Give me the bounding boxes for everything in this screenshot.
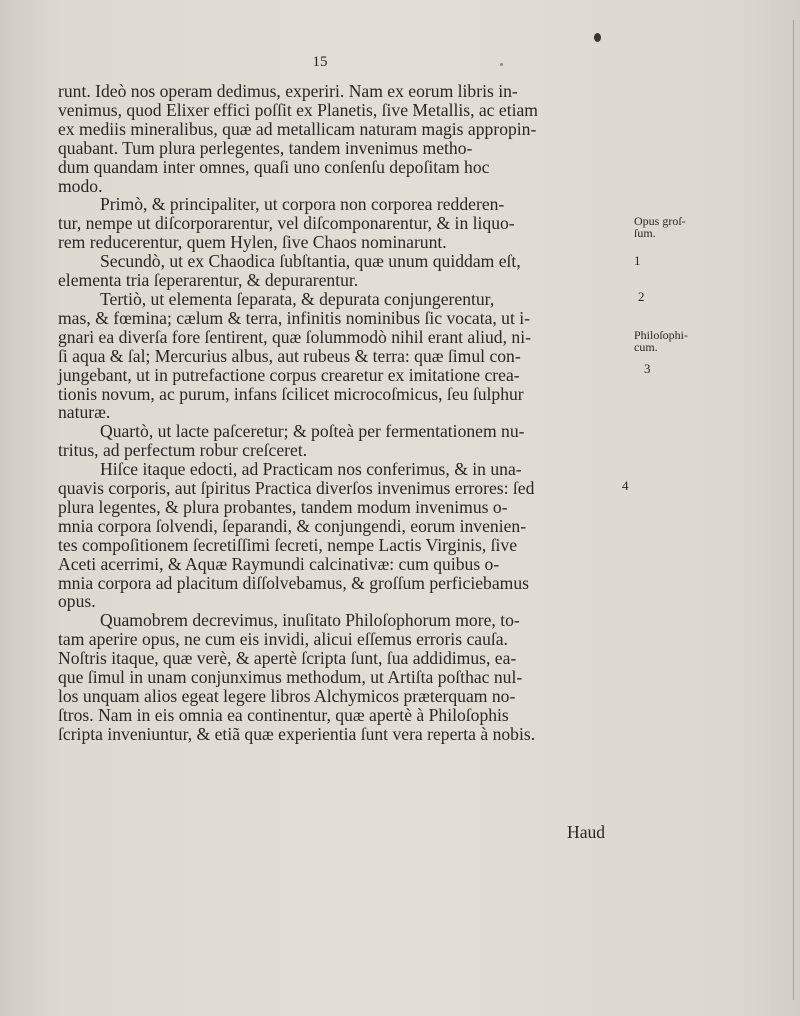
ink-speck xyxy=(500,63,503,66)
paragraph xyxy=(58,195,628,252)
text-line: plura legentes, & plura probantes, tandem modum invenimus o- xyxy=(58,496,508,517)
text-line: quabant. Tum plura perlegentes, tandem invenimus metho- xyxy=(58,137,473,158)
margin-note-opus-grossum: Opus groſ- ſum. xyxy=(634,214,686,240)
ink-speck xyxy=(594,33,601,42)
text-line: dum quandam inter omnes, quaſi uno conſenſu depoſitam hoc xyxy=(58,156,490,177)
text-line: gnari ea diverſa fore ſentirent, quæ ſolummodò nihil erant aliud, ni- xyxy=(58,326,531,347)
text-line: Noſtris itaque, quæ verè, & apertè ſcripta ſunt, ſua addidimus, ea- xyxy=(58,648,517,669)
margin-note-philosophicum: Philoſophi- cum. xyxy=(634,328,689,354)
paragraph xyxy=(58,422,628,460)
text-line: naturæ. xyxy=(58,402,111,423)
body-text xyxy=(58,82,628,744)
paragraph xyxy=(58,290,628,422)
text-line: ex mediis mineralibus, quæ ad metallicam naturam magis appropin- xyxy=(58,118,537,139)
text-line: quavis corporis, aut ſpiritus Practica diverſos invenimus errores: ſed xyxy=(58,478,535,499)
text-line: Aceti acerrimi, & Aquæ Raymundi calcinativæ: cum quibus o- xyxy=(58,553,500,574)
text-line: mnia corpora ſolvendi, ſeparandi, & conjungendi, eorum invenien- xyxy=(58,515,527,536)
text-line: ſtros. Nam in eis omnia ea continentur, quæ apertè à Philoſophis xyxy=(58,704,509,725)
paragraph xyxy=(58,82,628,195)
text-line: los unquam alios egeat legere libros Alchymicos præterquam no- xyxy=(58,686,516,706)
text-line: tionis novum, ac purum, infans ſcilicet microcoſmicus, ſeu ſulphur xyxy=(58,383,524,404)
text-line: ſi aqua & ſal; Mercurius albus, aut rubeus & terra: quæ ſimul con- xyxy=(58,345,521,366)
text-line: ſcripta inveniuntur, & etiã quæ experientia ſunt vera reperta à nobis. xyxy=(58,723,536,744)
margin-note-3: 3 xyxy=(644,361,651,376)
text-line: Hiſce itaque edocti, ad Practicam nos conferimus, & in una- xyxy=(100,459,522,480)
margin-note-4: 4 xyxy=(622,478,629,493)
text-line: rem reducerentur, quem Hylen, ſive Chaos nominarunt. xyxy=(58,232,447,253)
text-line: mnia corpora ad placitum diſſolvebamus, & groſſum perficiebamus xyxy=(58,572,529,593)
text-line: mas, & fœmina; cælum & terra, infinitis nominibus ſic vocata, ut i- xyxy=(58,307,531,328)
text-line: jungebant, ut in putrefactione corpus crearetur ex imitatione crea- xyxy=(58,364,520,385)
page-edge xyxy=(793,20,794,1000)
text-line: tam aperire opus, ne cum eis invidi, alicui eſſemus erroris cauſa. xyxy=(58,629,508,650)
paragraph xyxy=(58,252,628,290)
text-line: elementa tria ſeperarentur, & depurarentur. xyxy=(58,270,359,291)
margin-note-2: 2 xyxy=(638,289,645,304)
page-number: 15 xyxy=(312,54,328,70)
text-line: Secundò, ut ex Chaodica ſubſtantia, quæ unum quiddam eſt, xyxy=(100,251,521,272)
text-line: Quamobrem decrevimus, inuſitato Philoſophorum more, to- xyxy=(100,610,520,631)
paragraph xyxy=(58,460,628,611)
text-line: Quartò, ut lacte paſceretur; & poſteà per fermentationem nu- xyxy=(100,421,525,442)
text-line: Primò, & principaliter, ut corpora non corporea redderen- xyxy=(100,194,505,215)
text-line: venimus, quod Elixer effici poſſit ex Planetis, ſive Metallis, ac etiam xyxy=(58,99,538,120)
text-line: tritus, ad perfectum robur creſceret. xyxy=(58,440,308,461)
text-line: Tertiò, ut elementa ſeparata, & depurata conjungerentur, xyxy=(100,288,495,309)
text-line: tes compoſitionem ſecretiſſimi ſecreti, nempe Lactis Virginis, ſive xyxy=(58,534,518,555)
text-line: modo. xyxy=(58,175,103,196)
text-line: runt. Ideò nos operam dedimus, experiri. Nam ex eorum libris in- xyxy=(58,81,518,101)
margin-note-1: 1 xyxy=(634,253,641,268)
text-line: tur, nempe ut diſcorporarentur, vel diſcomponarentur, & in liquo- xyxy=(58,213,515,234)
text-line: que ſimul in unam conjunximus methodum, ut Artiſta poſthac nul- xyxy=(58,667,523,688)
paragraph xyxy=(58,611,628,743)
text-line: opus. xyxy=(58,591,96,612)
catchword: Haud xyxy=(567,822,606,842)
